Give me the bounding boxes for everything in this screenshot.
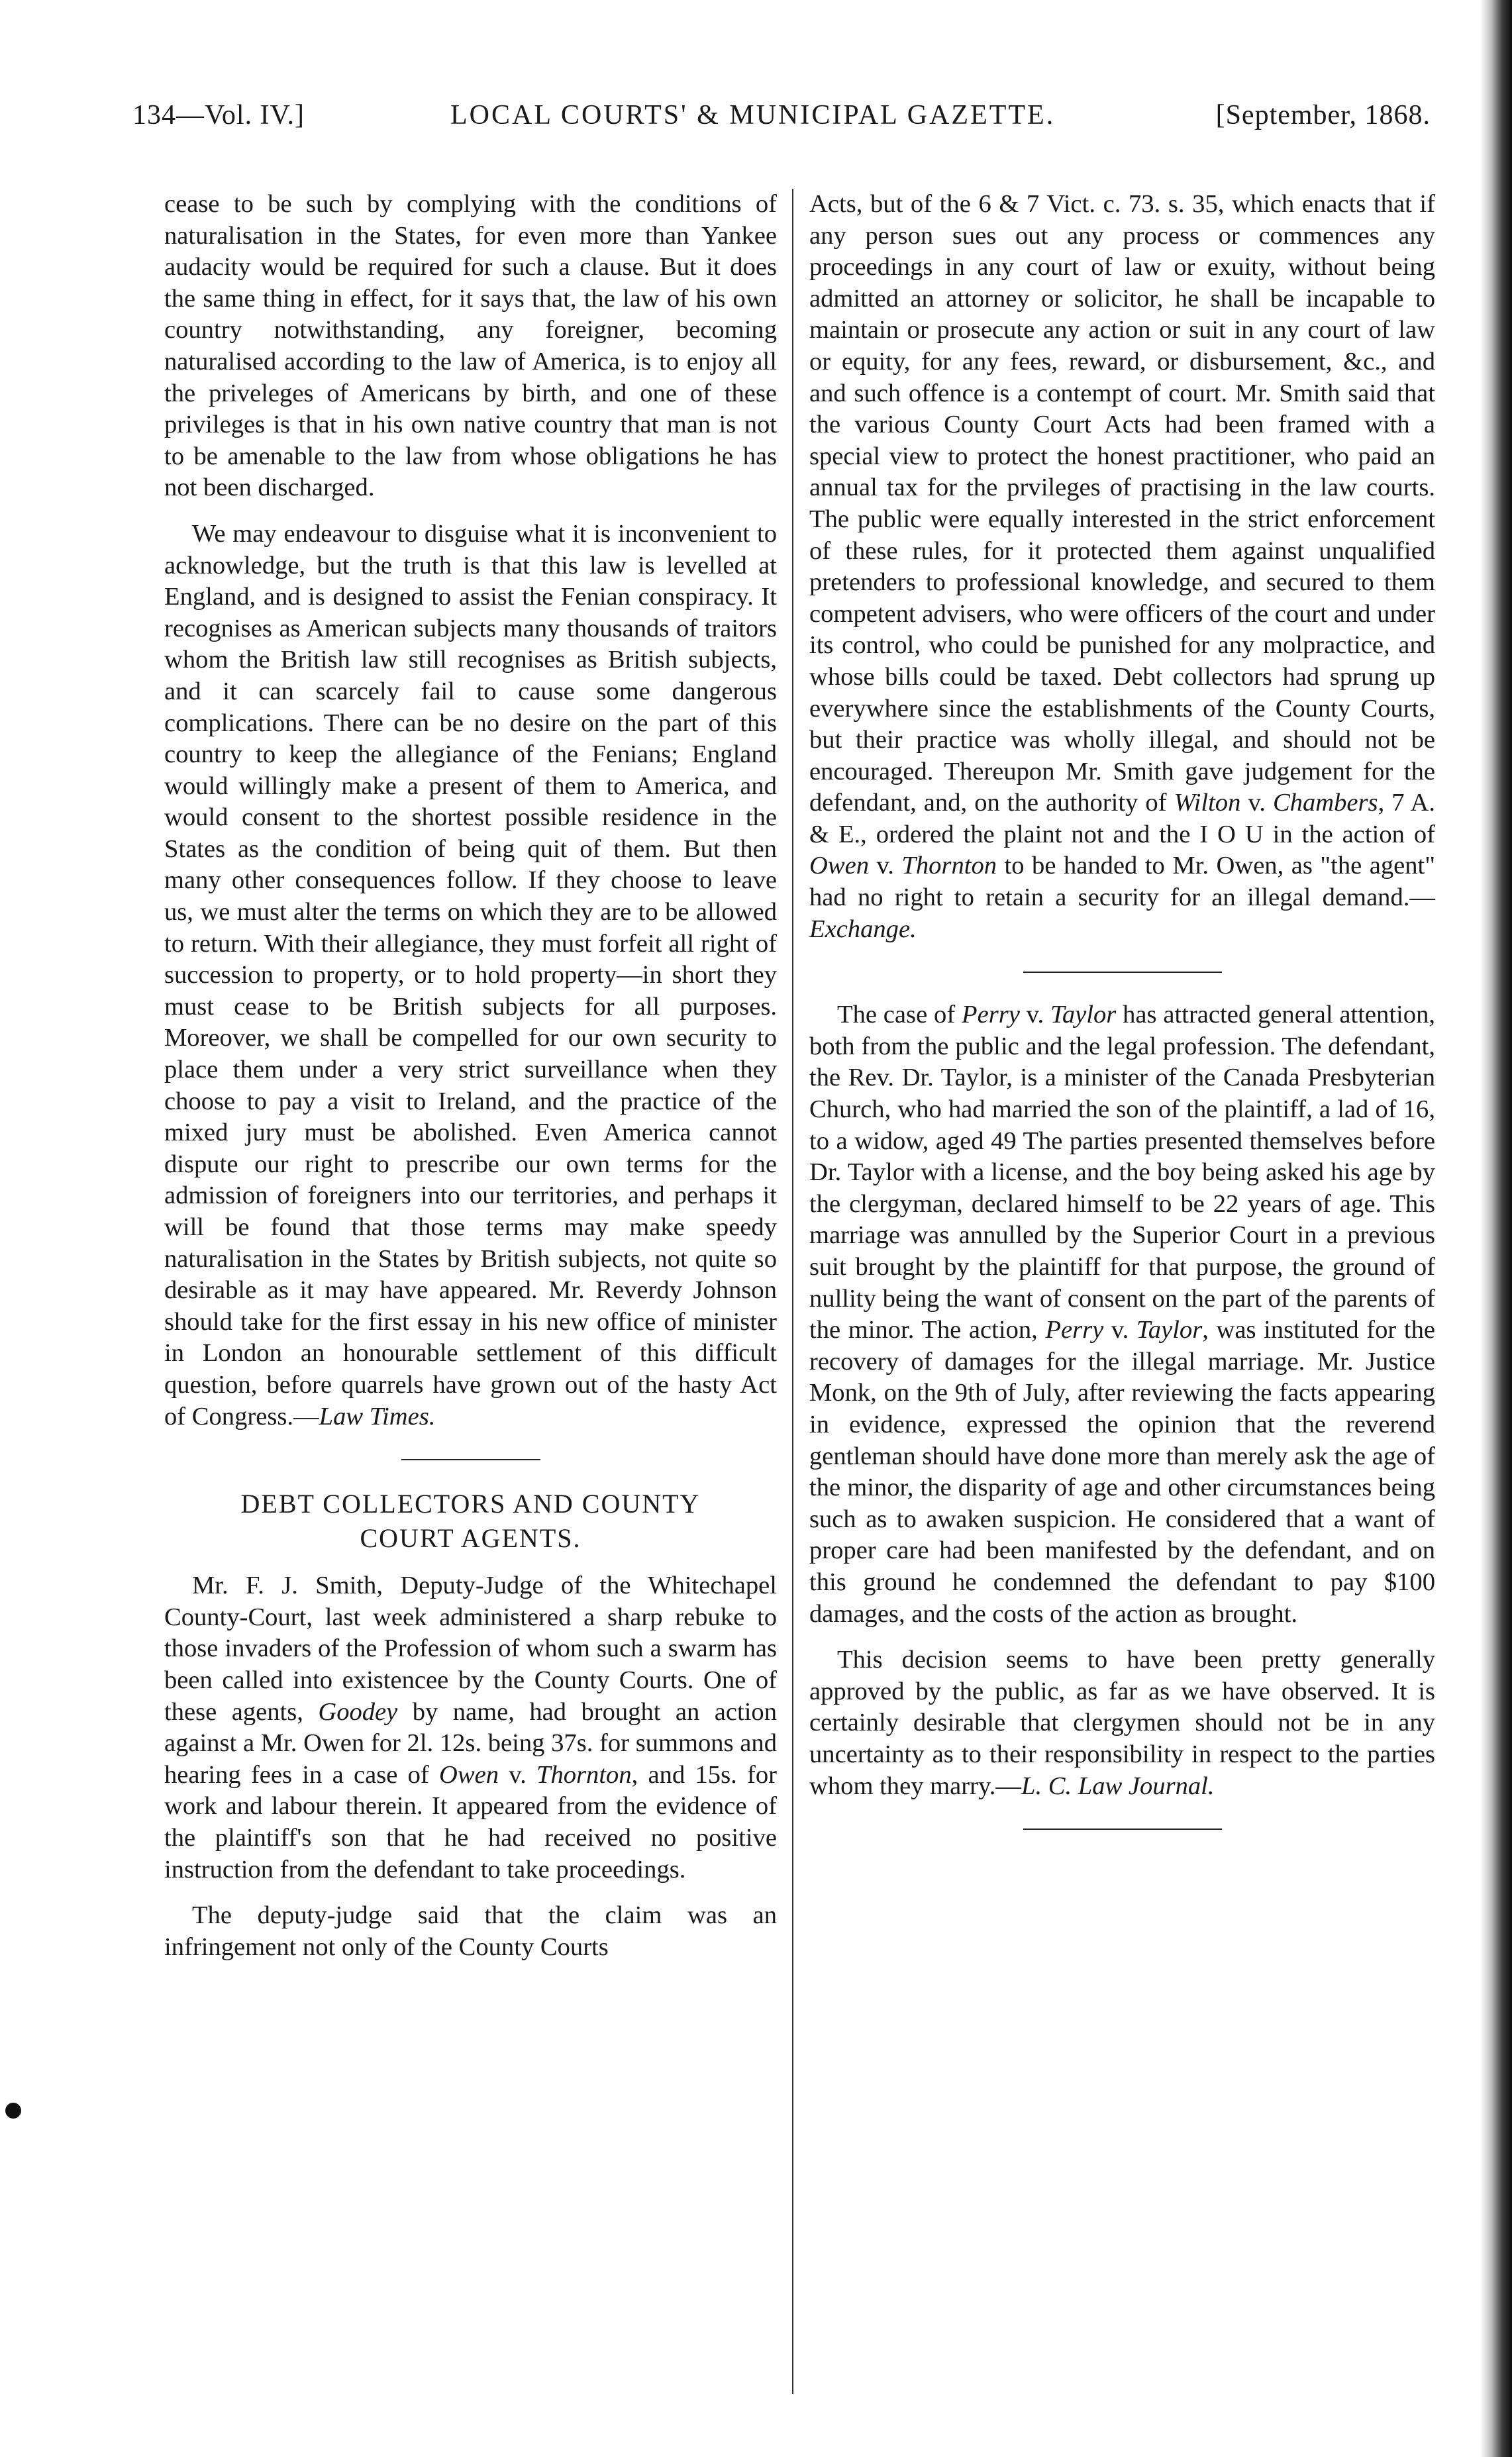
section-divider — [401, 1459, 540, 1460]
deputy-judge-paragraph: The deputy-judge said that the claim was an infringement not only of the County Courts — [164, 1901, 777, 1961]
fenian-paragraph: We may endeavour to disguise what it is inconvenient to acknowledge, but the truth is that this law is levelled at England, and is designed to assist the Fenian conspiracy. It recognises as American subjects many thousands of traitors whom the British law still recognises as British subjects, and it can scarcely fail to cause some dangerous complications. There can be no desire on the part of this country to keep the allegiance of the Fenians; England would willingly make a present of them to America, and would consent to the shortest possible residence in the States as the condition of being quit of them. But then many other consequences follow. If they choose to leave us, we must alter the terms on which they are to be allowed to return. With their allegiance, they must forfeit all right of succession to property, or to hold property—in short they must cease to be British subjects for all purposes. Moreover, we shall be compelled for our own security to place them under a very strict surveillance when they choose to pay a visit to Ireland, and the practice of the mixed jury must be abolished. Even America cannot dispute our right to prescribe our own terms for the admission of foreigners into our territories, and perhaps it will be found that those terms may make speedy naturalisation in the States by British subjects, not quite so desirable as it may have appeared. Mr. Reverdy Johnson should take for the first essay in his new office of minister in London an honourable settlement of this difficult question, before quarrels have grown out of the hasty Act of Congress.—Law Times. — [164, 519, 777, 1430]
county-courts-continued-paragraph: Acts, but of the 6 & 7 Vict. c. 73. s. 35, which enacts that if any person sues out any process or commences any proceedings in any court of law or exuity, without being admitted an attorney or solicitor, he shall be incapable to maintain or prosecute any action or suit in any court of law or equity, for any fees, reward, or disbursement, &c., and and such offence is a contempt of court. Mr. Smith said that the various County Court Acts had been framed with a special view to protect the honest practitioner, who paid an annual tax for the prvileges of practising in the law courts. The public were equally interested in the strict enforcement of these rules, for it protected them against unqualified pretenders to professional knowledge, and secured to them competent advisers, who were officers of the court and under its control, who could be punished for any molpractice, and whose bills could be taxed. Debt collectors had sprung up everywhere since the establishments of the County Courts, but their practice was wholly illegal, and should not be encouraged. Thereupon Mr. Smith gave judgement for the defendant, and, on the authority of Wilton v. Chambers, 7 A. & E., ordered the plaint not and the I O U in the action of Owen v. Thornton to be handed to Mr. Owen, as "the agent" had no right to retain a security for an illegal demand.—Exchange. — [809, 190, 1436, 943]
column-rule — [792, 189, 793, 2394]
page-number: 134—Vol. IV.] — [132, 100, 305, 130]
page-binding-edge — [1480, 0, 1512, 2457]
section-divider — [1023, 972, 1222, 973]
section-divider — [1023, 1829, 1222, 1830]
page-header — [132, 99, 1431, 146]
source-citation: L. C. Law Journal. — [1021, 1772, 1215, 1800]
source-citation: Exchange. — [809, 915, 917, 943]
article-heading: DEBT COLLECTORS AND COUNTY COURT AGENTS. — [240, 1489, 701, 1554]
right-column — [809, 189, 1435, 1856]
source-citation: Law Times. — [319, 1402, 436, 1430]
decision-paragraph: This decision seems to have been pretty generally approved by the public, as far as we have observed. It is certainly desirable that clergymen should not be in any uncertainty as to their responsibility in respect to the parties whom they marry.—L. C. Law Journal. — [809, 1646, 1435, 1800]
margin-ink-mark — [5, 2103, 21, 2119]
perry-taylor-paragraph: The case of Perry v. Taylor has attracted general attention, both from the public and the legal profession. The defendant, the Rev. Dr. Taylor, is a minister of the Canada Presbyterian Church, who had married the son of the plaintiff, a lad of 16, to a widow, aged 49 The parties presented themselves before Dr. Taylor with a license, and the boy being asked his age by the clergyman, declared himself to be 22 years of age. This marriage was annulled by the Superior Court in a previous suit brought by the plaintiff for that purpose, the ground of nullity being the want of consent on the part of the parents of the minor. The action, Perry v. Taylor, was instituted for the recovery of damages for the illegal marriage. Mr. Justice Monk, on the 9th of July, after reviewing the facts appearing in evidence, expressed the opinion that the reverend gentleman should have done more than merely ask the age of the minor, the disparity of age and other circumstances being such as to awaken suspicion. He considered that a want of proper care had been manifested by the defendant, and on this ground he condemned the defendant to pay $100 damages, and the costs of the action as brought. — [809, 1001, 1435, 1628]
left-column — [164, 189, 777, 1963]
debt-collectors-paragraph: Mr. F. J. Smith, Deputy-Judge of the Whitechapel County-Court, last week administered a sharp rebuke to those invaders of the Profession of whom such a swarm has been called into existencee by the County Courts. One of these agents, Goodey by name, had brought an action against a Mr. Owen for 2l. 12s. being 37s. for summons and hearing fees in a case of Owen v. Thornton, and 15s. for work and labour therein. It appeared from the evidence of the plaintiff's son that he had received no positive instruction from the defendant to take proceedings. — [164, 1572, 778, 1883]
publication-title: LOCAL COURTS' & MUNICIPAL GAZETTE. — [450, 100, 1056, 130]
issue-date: [September, 1868. — [1215, 100, 1431, 130]
naturalisation-continued-paragraph: cease to be such by complying with the conditions of naturalisation in the States, for even more than Yankee audacity would be required for such a clause. But it does the same thing in effect, for it says that, the law of his own country notwithstanding, any foreigner, becoming naturalised according to the law of America, is to enjoy all the priveleges of Americans by birth, and one of these privileges is that in his own native country that man is not to be amenable to the law from whose obligations he has not been discharged. — [164, 190, 777, 502]
